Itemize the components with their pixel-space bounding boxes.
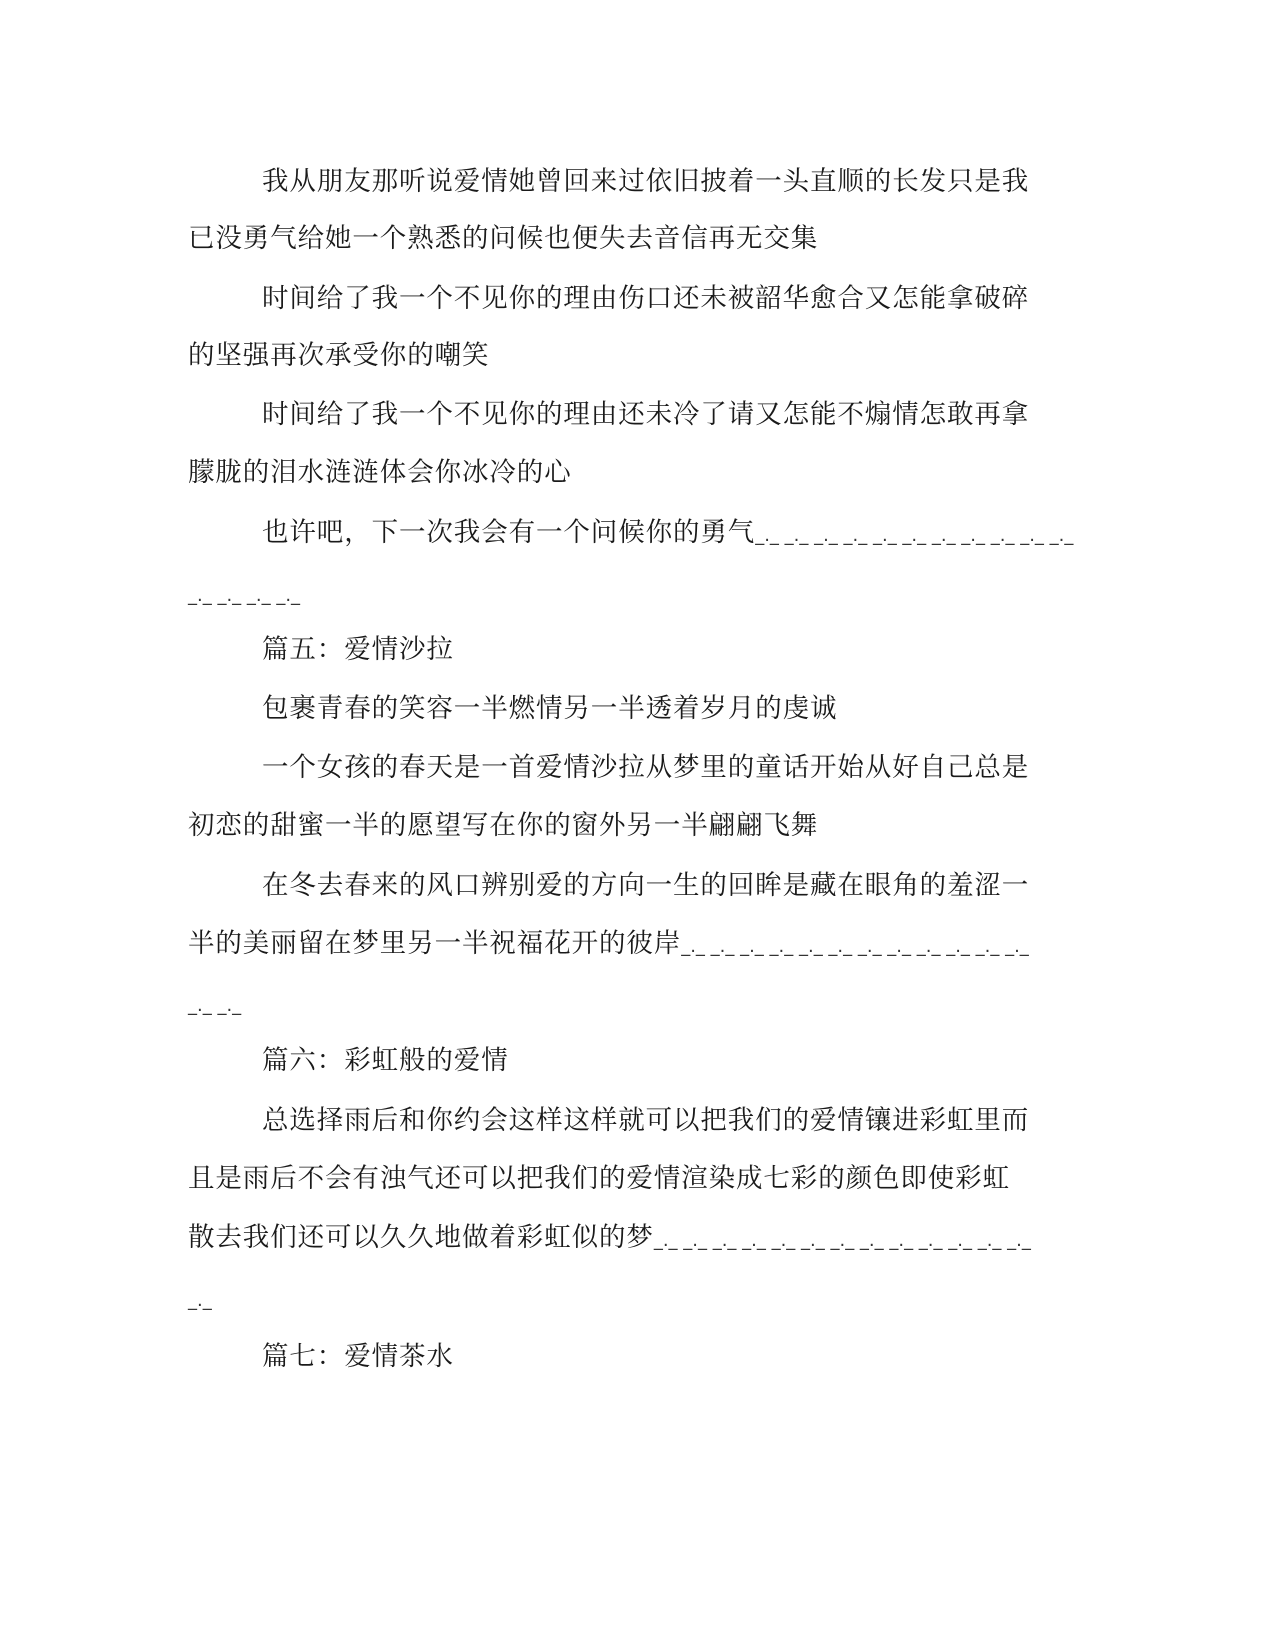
line-text: 朦胧的泪水涟涟体会你冰冷的心 <box>188 457 572 488</box>
paragraph-line <box>262 162 1068 202</box>
paragraph-line <box>262 748 1068 788</box>
section-heading <box>262 630 1068 670</box>
line-text: 散去我们还可以久久地做着彩虹似的梦 <box>188 1222 654 1253</box>
line-text: 我从朋友那听说爱情她曾回来过依旧披着一头直顺的长发只是我 <box>262 166 1030 197</box>
paragraph-line <box>262 866 1068 906</box>
paragraph-line <box>188 336 1068 376</box>
dash-separator: _._ _._ _._ _._ _._ _._ _._ _._ _._ _._ _._ <box>755 525 1074 546</box>
dash-separator: _._ _._ _._ _._ _._ _._ _._ _._ _._ _._ _._ _._ <box>681 936 1029 957</box>
line-text: 也许吧，下一次我会有一个问候你的勇气 <box>262 517 756 548</box>
line-text: 已没勇气给她一个熟悉的问候也便失去音信再无交集 <box>188 223 819 254</box>
paragraph-line <box>188 1278 1068 1321</box>
line-text: 初恋的甜蜜一半的愿望写在你的窗外另一半翩翩飞舞 <box>188 810 819 841</box>
heading-text: 篇五：爱情沙拉 <box>262 634 454 665</box>
section-heading <box>262 1041 1068 1081</box>
paragraph-line <box>262 395 1068 435</box>
line-text: 时间给了我一个不见你的理由伤口还未被韶华愈合又怎能拿破碎 <box>262 283 1030 314</box>
paragraph-line <box>188 1159 1068 1199</box>
dash-separator: _._ <box>188 1290 212 1311</box>
paragraph-line <box>262 1101 1068 1141</box>
line-text: 包裹青春的笑容一半燃情另一半透着岁月的虔诚 <box>262 693 838 724</box>
dash-separator: _._ _._ _._ _._ _._ _._ _._ _._ _._ _._ _._ _._ _._ <box>653 1230 1031 1251</box>
line-text: 半的美丽留在梦里另一半祝福花开的彼岸 <box>188 928 682 959</box>
dash-separator: _._ _._ _._ _._ <box>188 585 301 606</box>
section-heading <box>262 1337 1068 1377</box>
paragraph-line <box>188 983 1068 1026</box>
paragraph-line <box>188 1218 1068 1261</box>
paragraph-line <box>188 219 1068 259</box>
line-text: 的坚强再次承受你的嘲笑 <box>188 340 490 371</box>
line-text: 总选择雨后和你约会这样这样就可以把我们的爱情镶进彩虹里而 <box>262 1105 1030 1136</box>
heading-text: 篇七：爱情茶水 <box>262 1341 454 1372</box>
heading-text: 篇六：彩虹般的爱情 <box>262 1045 509 1076</box>
paragraph-line <box>188 573 1068 616</box>
line-text: 时间给了我一个不见你的理由还未冷了请又怎能不煽情怎敢再拿 <box>262 399 1030 430</box>
paragraph-line <box>188 924 1068 967</box>
paragraph-line <box>262 689 1068 729</box>
paragraph-line <box>188 453 1068 493</box>
line-text: 一个女孩的春天是一首爱情沙拉从梦里的童话开始从好自己总是 <box>262 752 1030 783</box>
paragraph-line <box>188 806 1068 846</box>
dash-separator: _._ _._ <box>188 995 242 1016</box>
line-text: 且是雨后不会有浊气还可以把我们的爱情渲染成七彩的颜色即使彩虹 <box>188 1163 1010 1194</box>
paragraph-line <box>262 279 1068 319</box>
line-text: 在冬去春来的风口辨别爱的方向一生的回眸是藏在眼角的羞涩一 <box>262 870 1030 901</box>
paragraph-line <box>262 513 1074 556</box>
